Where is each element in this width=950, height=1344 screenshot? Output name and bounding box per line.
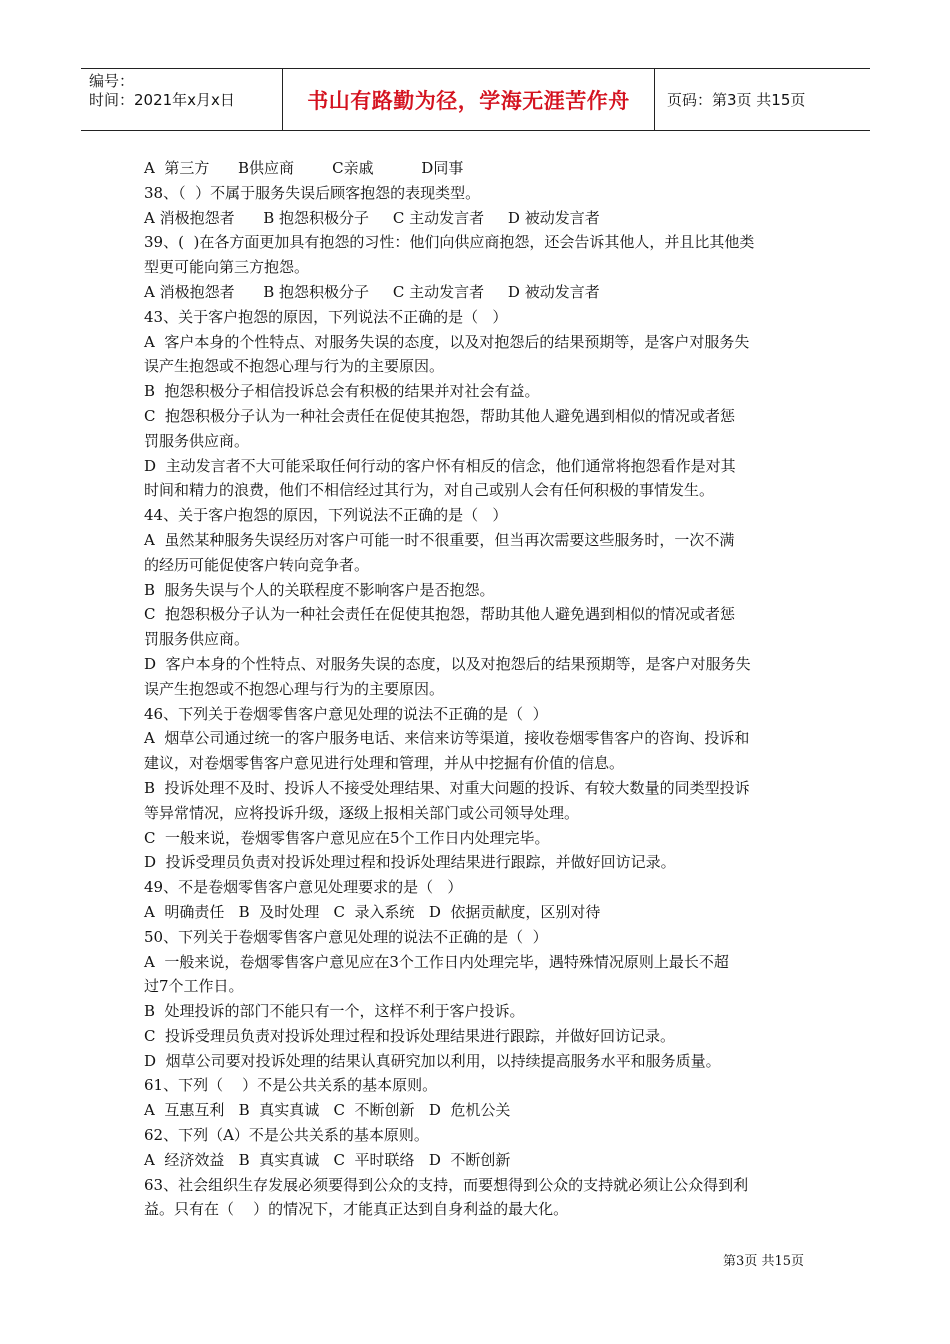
text-line: B 投诉处理不及时、投诉人不接受处理结果、对重大问题的投诉、有较大数量的同类型投诉 xyxy=(144,778,750,797)
text-line: A 一般来说，卷烟零售客户意见应在3个工作日内处理完毕，遇特殊情况原则上最长不超 xyxy=(144,952,729,971)
text-line: A 客户本身的个性特点、对服务失误的态度，以及对抱怨后的结果预期等，是客户对服务失 xyxy=(144,332,750,351)
text-line: 罚服务供应商。 xyxy=(144,630,250,649)
header-motto: 书山有路勤为径，学海无涯苦作舟 xyxy=(307,88,630,113)
page-header xyxy=(81,68,870,131)
page-footer xyxy=(723,1250,804,1269)
text-line: 63、社会组织生存发展必须要得到公众的支持，而要想得到公众的支持就必须让公众得到利 xyxy=(144,1175,749,1194)
text-line: 38、（ ）不属于服务失误后顾客抱怨的表现类型。 xyxy=(144,183,481,202)
text-line: C 一般来说，卷烟零售客户意见应在5个工作日内处理完毕。 xyxy=(144,828,550,847)
text-line: D 主动发言者不大可能采取任何行动的客户怀有相反的信念，他们通常将抱怨看作是对其 xyxy=(144,456,736,475)
text-line: 61、下列（ ）不是公共关系的基本原则。 xyxy=(144,1076,438,1095)
text-line: A 经济效益 B 真实真诚 C 平时联络 D 不断创新 xyxy=(144,1150,511,1169)
text-line: 50、下列关于卷烟零售客户意见处理的说法不正确的是（ ） xyxy=(144,927,548,946)
text-line: D 烟草公司要对投诉处理的结果认真研究加以利用，以持续提高服务水平和服务质量。 xyxy=(144,1051,721,1070)
text-line: 等异常情况，应将投诉升级，逐级上报相关部门或公司领导处理。 xyxy=(144,803,580,822)
text-line: 的经历可能促使客户转向竞争者。 xyxy=(144,555,370,574)
text-line: 39、( )在各方面更加具有抱怨的习性：他们向供应商抱怨，还会告诉其他人，并且比其他类 xyxy=(144,233,755,252)
text-line: 误产生抱怨或不抱怨心理与行为的主要原因。 xyxy=(144,679,445,698)
text-line: 过7个工作日。 xyxy=(144,977,244,996)
text-line: B 服务失误与个人的关联程度不影响客户是否抱怨。 xyxy=(144,580,495,599)
header-meta xyxy=(81,69,282,130)
text-line: 44、关于客户抱怨的原因，下列说法不正确的是（ ） xyxy=(144,506,508,525)
text-line: B 抱怨积极分子相信投诉总会有积极的结果并对社会有益。 xyxy=(144,382,540,401)
document-number-label: 编号： xyxy=(89,72,135,90)
text-line: 62、下列（A）不是公共关系的基本原则。 xyxy=(144,1126,429,1145)
text-line: C 投诉受理员负责对投诉处理过程和投诉处理结果进行跟踪，并做好回访记录。 xyxy=(144,1026,676,1045)
document-body xyxy=(144,156,809,1222)
text-line: A 互惠互利 B 真实真诚 C 不断创新 D 危机公关 xyxy=(144,1101,511,1120)
text-line: 罚服务供应商。 xyxy=(144,431,250,450)
text-line: A 虽然某种服务失误经历对客户可能一时不很重要，但当再次需要这些服务时，一次不满 xyxy=(144,530,735,549)
text-line: A 烟草公司通过统一的客户服务电话、来信来访等渠道，接收卷烟零售客户的咨询、投诉和 xyxy=(144,729,750,748)
text-line: 误产生抱怨或不抱怨心理与行为的主要原因。 xyxy=(144,357,445,376)
text-line: C 抱怨积极分子认为一种社会责任在促使其抱怨，帮助其他人避免遇到相似的情况或者惩 xyxy=(144,406,736,425)
text-line: A 第三方 B供应商 C亲戚 D同事 xyxy=(144,159,464,177)
header-motto-cell xyxy=(282,69,655,130)
text-line: C 抱怨积极分子认为一种社会责任在促使其抱怨，帮助其他人避免遇到相似的情况或者惩 xyxy=(144,605,736,624)
text-line: 时间和精力的浪费，他们不相信经过其行为，对自己或别人会有任何积极的事情发生。 xyxy=(144,481,715,500)
text-line: A 消极抱怨者 B 抱怨积极分子 C 主动发言者 D 被动发言者 xyxy=(144,208,600,227)
text-line: A 明确责任 B 及时处理 C 录入系统 D 依据贡献度，区别对待 xyxy=(144,902,601,921)
text-line: 建议，对卷烟零售客户意见进行处理和管理，并从中挖掘有价值的信息。 xyxy=(144,754,625,773)
header-page-number: 页码：第3页 共15页 xyxy=(667,91,806,109)
document-time-label: 时间：2021年x月x日 xyxy=(89,91,235,109)
text-line: 49、不是卷烟零售客户意见处理要求的是（ ） xyxy=(144,878,463,897)
text-line: D 客户本身的个性特点、对服务失误的态度，以及对抱怨后的结果预期等，是客户对服务失 xyxy=(144,654,751,673)
text-line: A 消极抱怨者 B 抱怨积极分子 C 主动发言者 D 被动发言者 xyxy=(144,282,600,301)
text-line: D 投诉受理员负责对投诉处理过程和投诉处理结果进行跟踪，并做好回访记录。 xyxy=(144,853,676,872)
text-line: 46、下列关于卷烟零售客户意见处理的说法不正确的是（ ） xyxy=(144,704,548,723)
header-page-cell xyxy=(655,69,870,130)
text-line: B 处理投诉的部门不能只有一个，这样不利于客户投诉。 xyxy=(144,1002,525,1021)
text-line: 型更可能向第三方抱怨。 xyxy=(144,258,310,277)
text-line: 43、关于客户抱怨的原因，下列说法不正确的是（ ） xyxy=(144,307,508,326)
text-line: 益。只有在（ ）的情况下，才能真正达到自身利益的最大化。 xyxy=(144,1200,569,1219)
footer-page-number: 第3页 共15页 xyxy=(723,1254,804,1269)
